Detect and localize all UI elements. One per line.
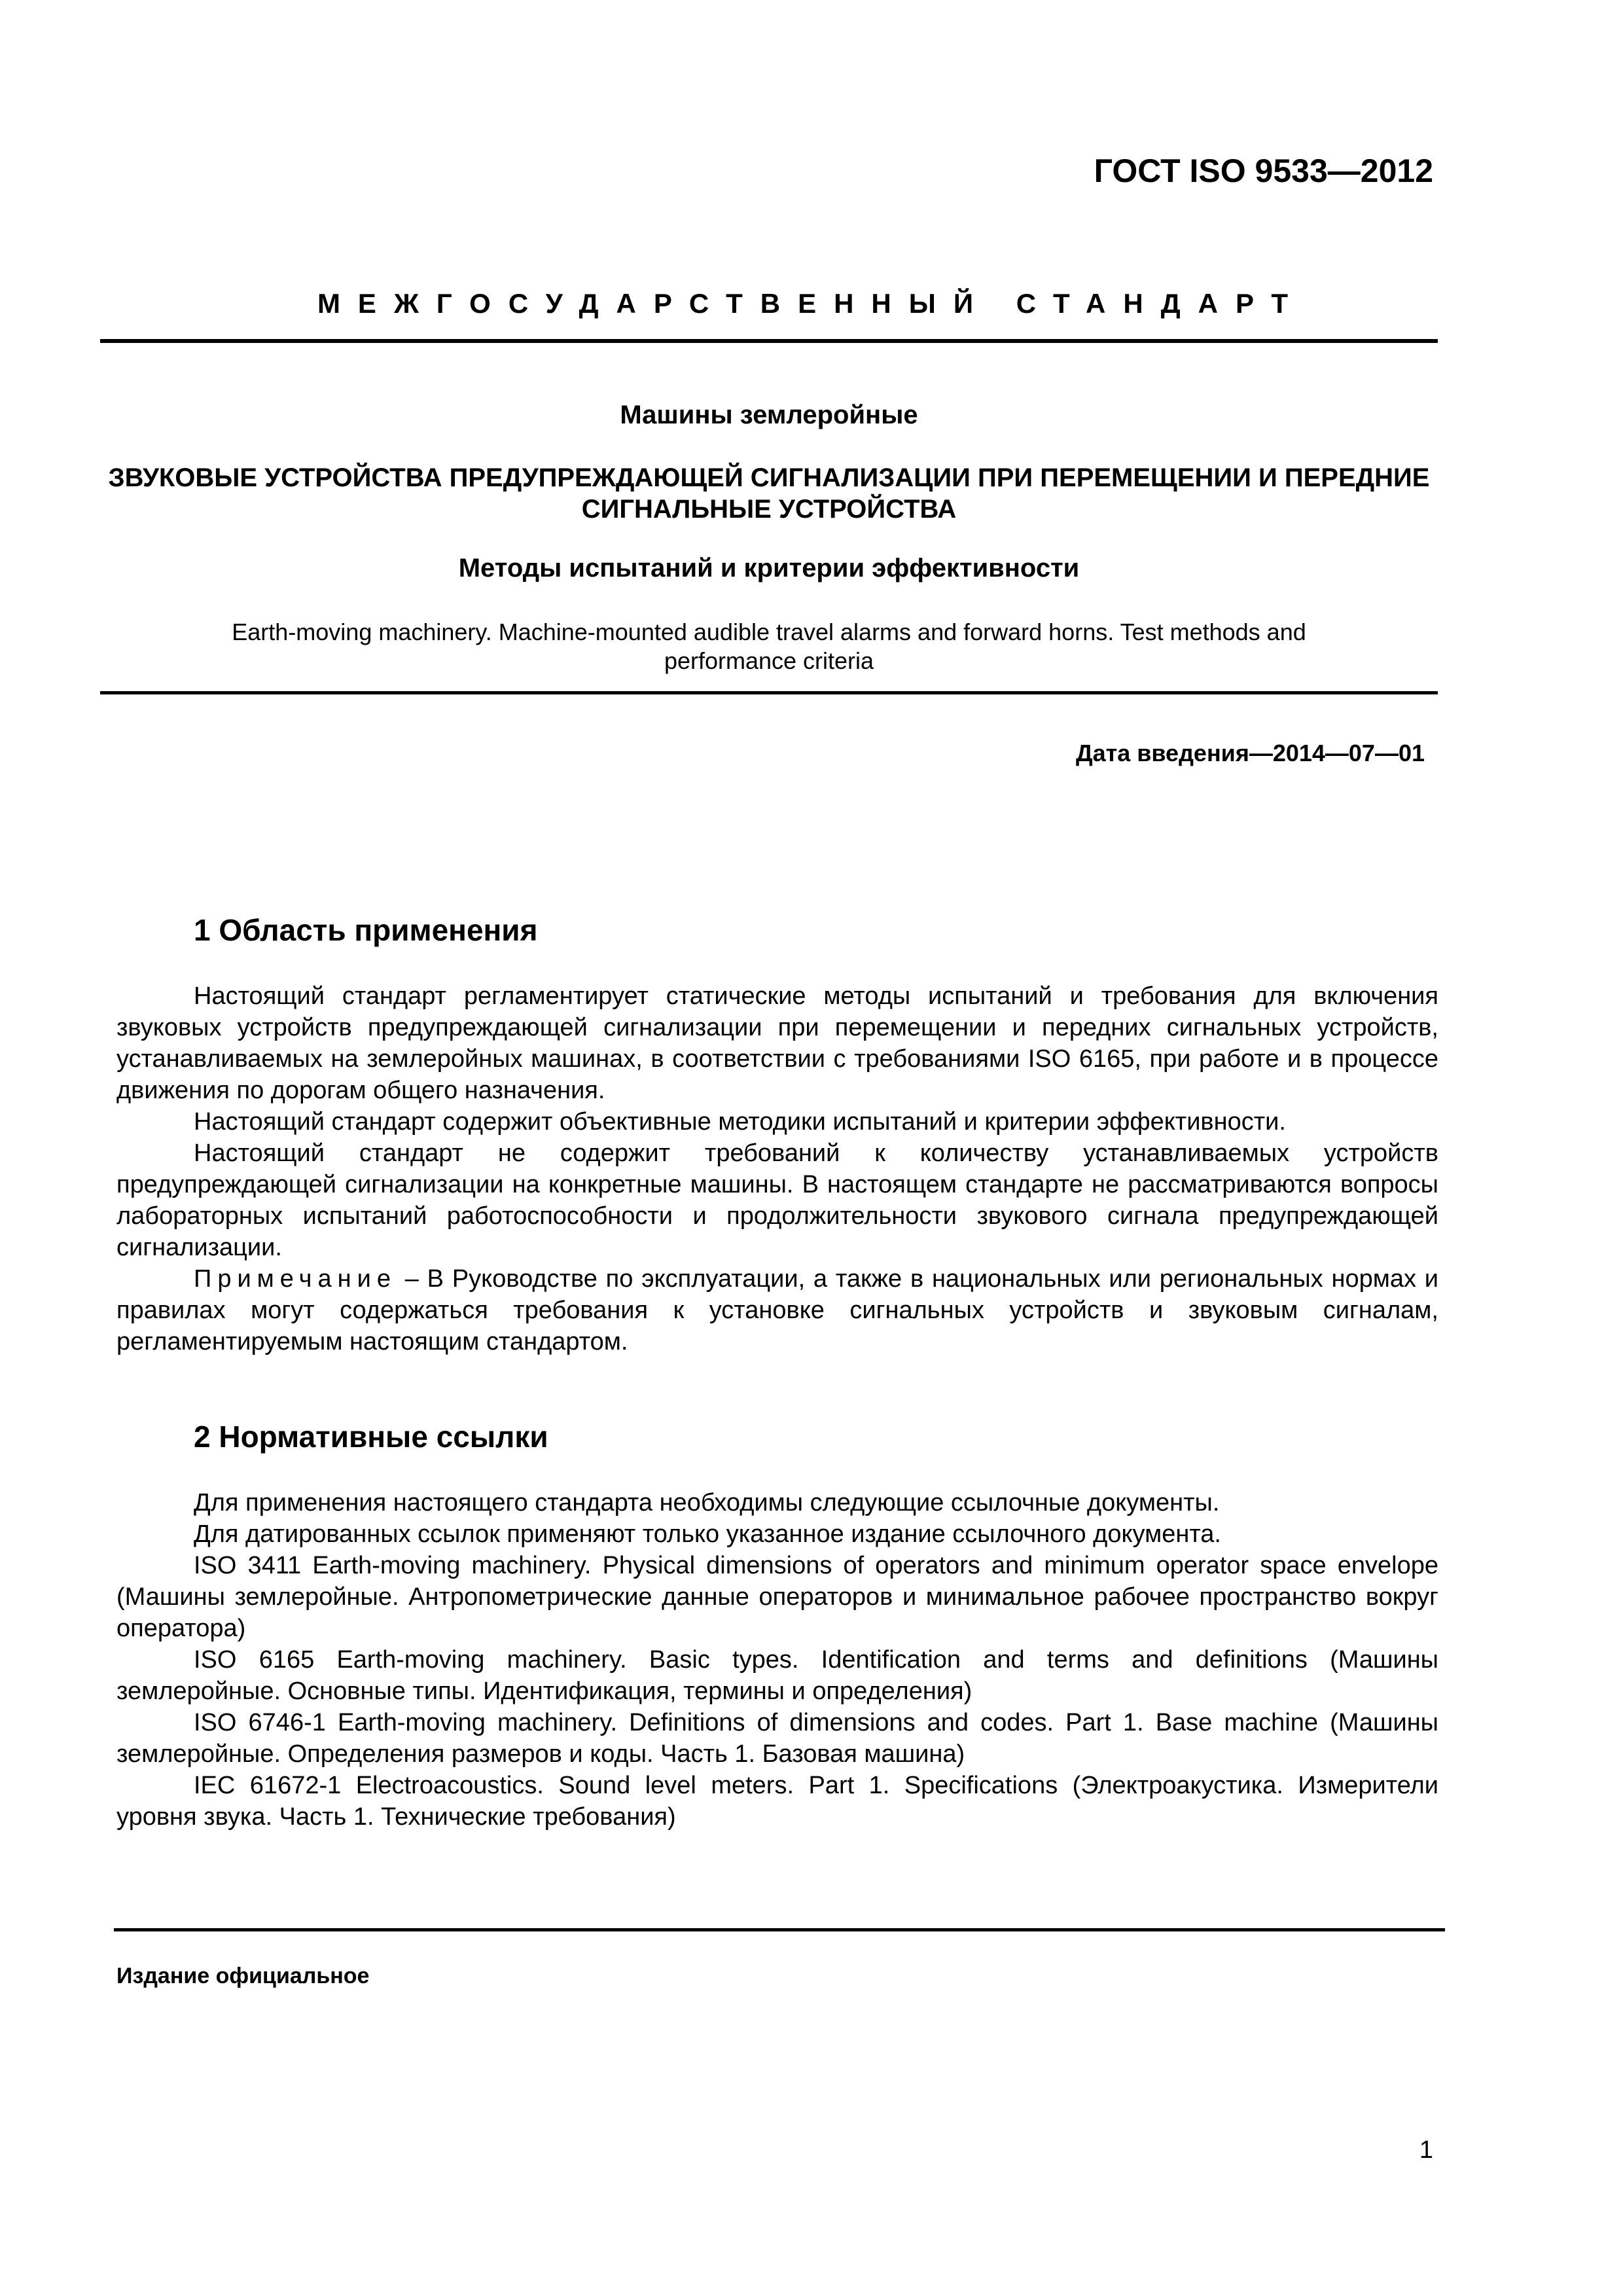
section-1-paragraph: Настоящий стандарт не содержит требований к количеству устанавливаемых устройств предупреждающей сигнализации на конкретные машины. В настоящем стандарте не рассматриваются вопросы лабораторных испытаний работоспособности и продолжительности звукового сигнала предупреждающей сигнализации. (116, 1139, 1438, 1261)
note-text: – В Руководстве по эксплуатации, а также в национальных или региональных нормах и правилах могут содержаться требования к установке сигнальных устройств и звуковым сигналам, регламентируемым настоящим стандартом. (116, 1265, 1438, 1355)
reference-item: ISO 6746-1 Earth-moving machinery. Definitions of dimensions and codes. Part 1. Base machine (Машины землеройные. Определения размеров и коды. Часть 1. Базовая машина) (116, 1709, 1438, 1768)
document-code: ГОСТ ISO 9533—2012 (1094, 152, 1433, 189)
title-en: Earth-moving machinery. Machine-mounted audible travel alarms and forward horns. Test methods and performance criteria (232, 619, 1306, 674)
footer-divider (114, 1928, 1445, 1931)
edition-label: Издание официальное (116, 1964, 370, 1988)
section-2-body (116, 1487, 1438, 1833)
section-2-paragraph: Для датированных ссылок применяют только указанное издание ссылочного документа. (194, 1520, 1221, 1548)
title-ru: ЗВУКОВЫЕ УСТРОЙСТВА ПРЕДУПРЕЖДАЮЩЕЙ СИГНАЛИЗАЦИИ ПРИ ПЕРЕМЕЩЕНИИ И ПЕРЕДНИЕ СИГНАЛЬНЫЕ УСТРОЙСТВА (108, 463, 1430, 524)
reference-item: ISO 3411 Earth-moving machinery. Physical dimensions of operators and minimum operator space envelope (Машины землеройные. Антропометрические данные операторов и минимальное рабочее пространство вокруг оператора) (116, 1552, 1438, 1642)
section-1-body (116, 980, 1438, 1357)
subtitle2-ru: Методы испытаний и критерии эффективности (458, 554, 1080, 583)
title-divider (100, 691, 1438, 694)
note-label: Примечание (194, 1265, 397, 1293)
section-2-paragraph: Для применения настоящего стандарта необходимы следующие ссылочные документы. (194, 1489, 1220, 1516)
section-1-heading: 1 Область применения (194, 913, 538, 947)
reference-item: ISO 6165 Earth-moving machinery. Basic types. Identification and terms and definitions (Машины землеройные. Основные типы. Идентификация, термины и определения) (116, 1646, 1438, 1705)
section-2-heading: 2 Нормативные ссылки (194, 1420, 548, 1454)
section-1-paragraph: Настоящий стандарт содержит объективные методики испытаний и критерии эффективности. (194, 1108, 1286, 1136)
standard-type-heading: МЕЖГОСУДАРСТВЕННЫЙ СТАНДАРТ (317, 288, 1306, 319)
top-divider (100, 339, 1438, 343)
section-1-note (116, 1263, 1438, 1357)
date-of-introduction: Дата введения—2014—07—01 (1075, 740, 1425, 766)
reference-item: IEC 61672-1 Electroacoustics. Sound level meters. Part 1. Specifications (Электроакустика. Измерители уровня звука. Часть 1. Технические требования) (116, 1772, 1438, 1831)
section-1-paragraph: Настоящий стандарт регламентирует статические методы испытаний и требования для включения звуковых устройств предупреждающей сигнализации при перемещении и передних сигнальных устройств, устанавливаемых на землеройных машинах, в соответствии с требованиями ISO 6165, при работе и в процессе движения по дорогам общего назначения. (116, 982, 1438, 1104)
page-number: 1 (1419, 2136, 1433, 2164)
subtitle-ru: Машины землеройные (620, 401, 918, 429)
